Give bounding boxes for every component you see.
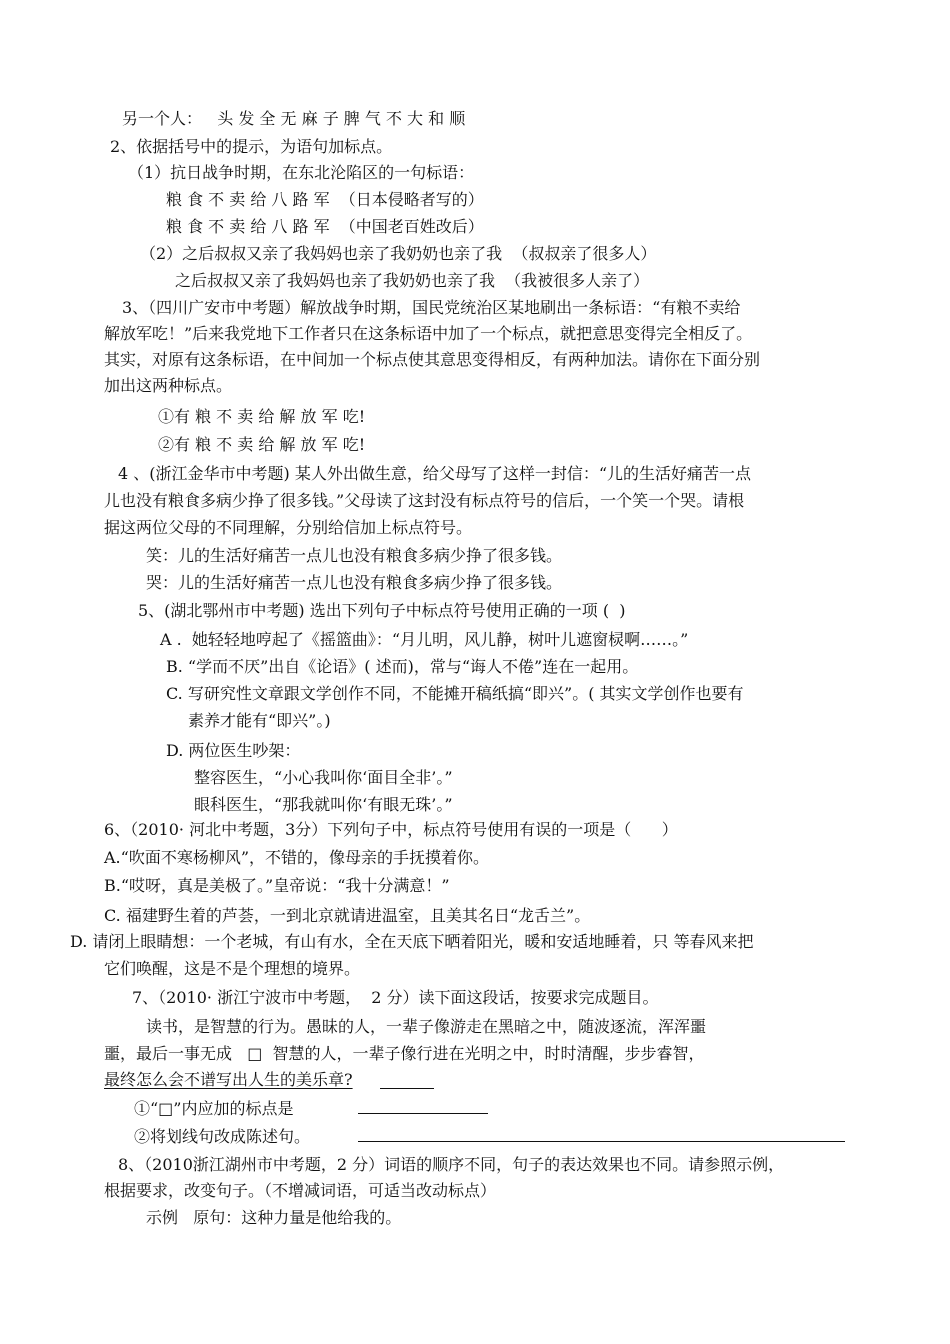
q1-line-another-person: 另一个人： 头 发 全 无 麻 子 脾 气 不 大 和 顺 <box>122 109 466 128</box>
q6-option-a: A.“吹面不寒杨柳风”，不错的，像母亲的手抚摸着你。 <box>104 848 490 867</box>
q3-text-line1: 3、（四川广安市中考题）解放战争时期，国民党统治区某地刷出一条标语：“有粮不卖给 <box>122 298 741 317</box>
q4-cry-version: 哭：儿的生活好痛苦一点儿也没有粮食多病少挣了很多钱。 <box>146 573 563 592</box>
q6-heading: 6、（2010· 河北中考题，3分）下列句子中，标点符号使用有误的一项是（ ） <box>104 820 678 839</box>
q2-item2-sentence-b: 之后叔叔又亲了我妈妈也亲了我奶奶也亲了我 （我被很多人亲了） <box>175 271 650 290</box>
q4-text-line3: 据这两位父母的不同理解，分别给信加上标点符号。 <box>104 518 473 537</box>
q2-item1-slogan-invader: 粮 食 不 卖 给 八 路 军 （日本侵略者写的） <box>166 190 484 209</box>
q2-heading: 2、依据括号中的提示，为语句加标点。 <box>110 137 393 156</box>
q2-item1-slogan-people: 粮 食 不 卖 给 八 路 军 （中国老百姓改后） <box>166 217 484 236</box>
q7-underlined-sentence: 最终怎么会不谱写出人生的美乐章? <box>104 1070 353 1089</box>
answer-blank-2[interactable] <box>358 1141 845 1142</box>
q8-text: 根据要求，改变句子。（不增减词语，可适当改动标点） <box>104 1181 497 1200</box>
q6-option-b: B.“哎呀，真是美极了。”皇帝说：“我十分满意！” <box>104 876 450 895</box>
q5-option-d-line1: 整容医生，“小心我叫你‘面目全非’。” <box>194 768 453 787</box>
q6-option-d-cont: 它们唤醒，这是不是个理想的境界。 <box>104 959 361 978</box>
q3-text-line3: 其实，对原有这条标语，在中间加一个标点使其意思变得相反，有两种加法。请你在下面分别 <box>104 350 761 369</box>
q5-option-d: D. 两位医生吵架： <box>166 741 301 760</box>
q3-answer-1: ①有 粮 不 卖 给 解 放 军 吃! <box>158 407 366 426</box>
q3-answer-2: ②有 粮 不 卖 给 解 放 军 吃! <box>158 435 366 454</box>
q7-passage-line2: 噩，最后一事无成 □ 智慧的人，一辈子像行进在光明之中，时时清醒，步步睿智， <box>104 1044 705 1063</box>
q2-item2-sentence-a: （2）之后叔叔又亲了我妈妈也亲了我奶奶也亲了我 （叔叔亲了很多人） <box>140 244 657 263</box>
q4-text-line1: 4 、(浙江金华市中考题) 某人外出做生意，给父母写了这样一封信：“儿的生活好痛苦一点 <box>118 464 752 483</box>
q5-option-b: B. “学而不厌”出自《论语》( 述而)，常与“诲人不倦”连在一起用。 <box>166 657 639 676</box>
q3-text-line2: 解放军吃！”后来我党地下工作者只在这条标语中加了一个标点，就把意思变得完全相反了。 <box>104 324 753 343</box>
q2-item1-intro: （1）抗日战争时期，在东北沦陷区的一句标语： <box>128 163 475 182</box>
q5-option-c-cont: 素养才能有“即兴”。) <box>188 711 331 730</box>
q5-heading: 5、(湖北鄂州市中考题) 选出下列句子中标点符号使用正确的一项 ( ) <box>138 601 626 620</box>
q7-passage-line1: 读书，是智慧的行为。愚昧的人，一辈子像游走在黑暗之中，随波逐流，浑浑噩 <box>146 1017 707 1036</box>
answer-blank-1[interactable] <box>358 1113 488 1114</box>
q6-option-d: D. 请闭上眼睛想：一个老城，有山有水，全在天底下晒着阳光，暖和安适地睡着，只 等春风来把 <box>70 932 754 951</box>
q5-option-a: A . 她轻轻地哼起了《摇篮曲》：“月儿明，风儿静，树叶儿遮窗棂啊……。” <box>160 630 689 649</box>
q8-example: 示例 原句：这种力量是他给我的。 <box>146 1208 402 1227</box>
q7-sub2: ②将划线句改成陈述句。 <box>134 1127 311 1146</box>
q8-heading: 8、（2010浙江湖州市中考题，2 分）词语的顺序不同，句子的表达效果也不同。请参照示例， <box>118 1155 785 1174</box>
q6-option-c: C. 福建野生着的芦荟，一到北京就请进温室，且美其名日“龙舌兰”。 <box>104 906 591 925</box>
q4-laugh-version: 笑：儿的生活好痛苦一点儿也没有粮食多病少挣了很多钱。 <box>146 546 563 565</box>
q3-text-line4: 加出这两种标点。 <box>104 376 233 395</box>
underline-extension <box>380 1088 434 1089</box>
q7-sub1: ①“□”内应加的标点是 <box>134 1099 294 1118</box>
q4-text-line2: 儿也没有粮食多病少挣了很多钱。”父母读了这封没有标点符号的信后，一个笑一个哭。请根 <box>104 491 745 510</box>
q5-option-c: C. 写研究性文章跟文学创作不同，不能摊开稿纸搞“即兴”。( 其实文学创作也要有 <box>166 684 744 703</box>
q5-option-d-line2: 眼科医生，“那我就叫你‘有眼无珠’。” <box>194 795 453 814</box>
q7-heading: 7、（2010· 浙江宁波市中考题， 2 分）读下面这段话，按要求完成题目。 <box>132 988 659 1007</box>
